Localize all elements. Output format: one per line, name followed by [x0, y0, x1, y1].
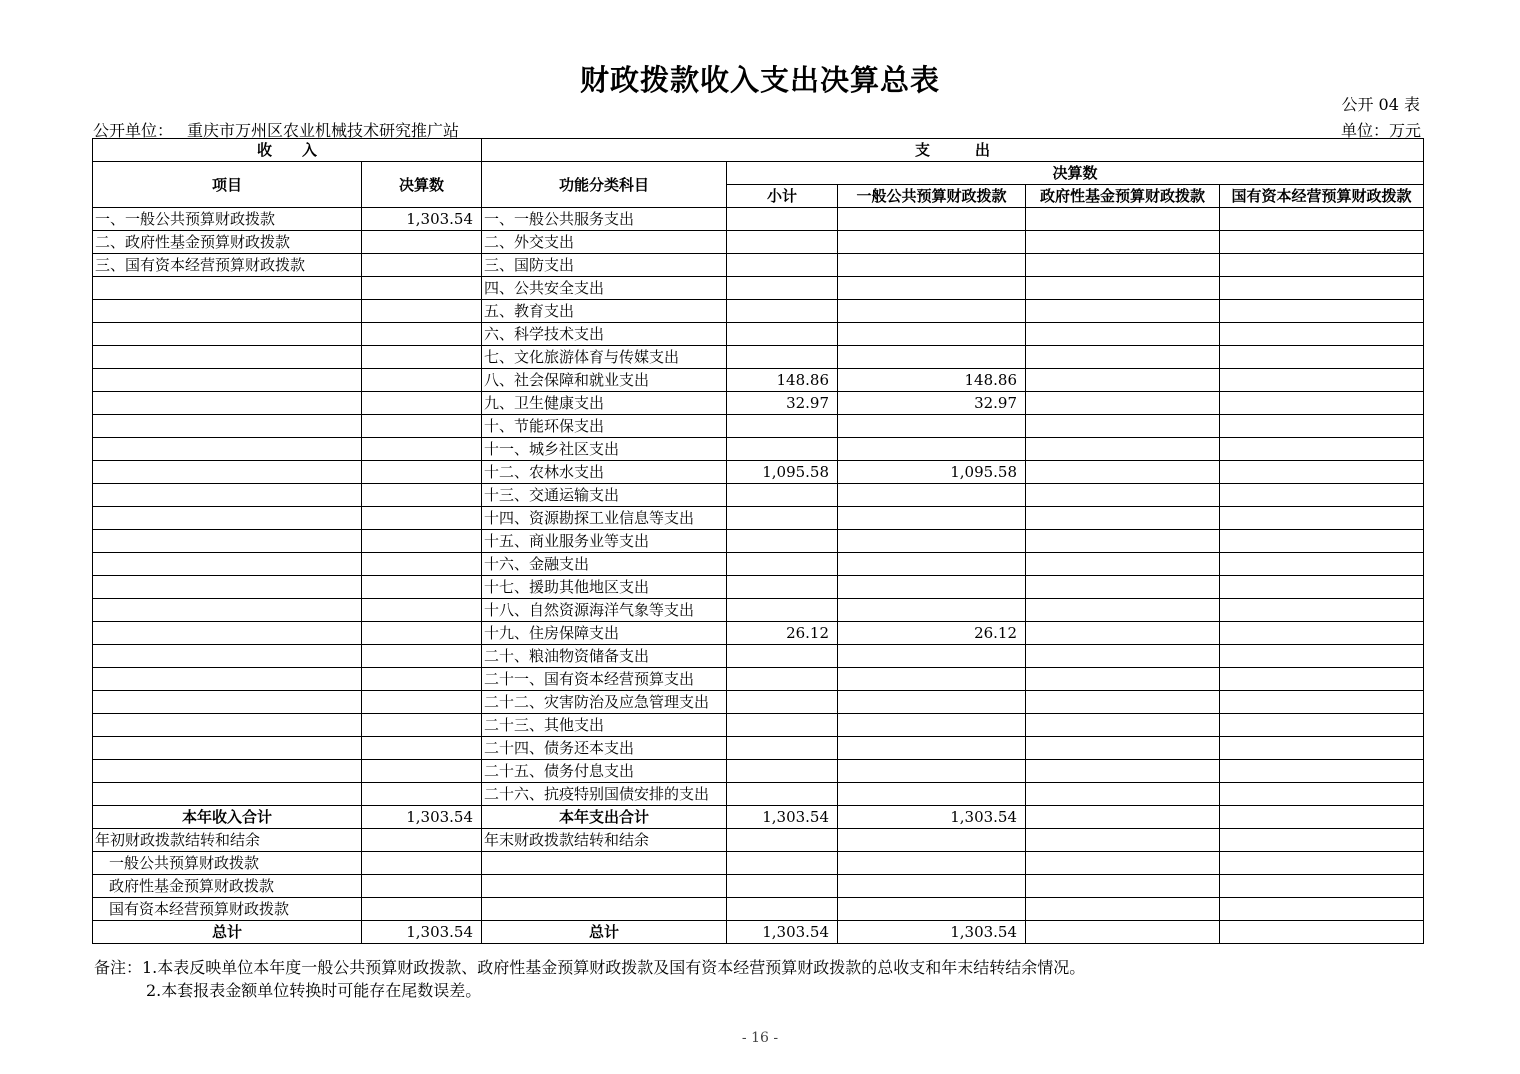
general-cell — [838, 737, 1026, 760]
subtotal-cell — [727, 300, 838, 323]
income-amount-cell: 1,303.54 — [362, 208, 482, 231]
unit-label: 公开单位： — [93, 121, 174, 140]
income-item-cell — [93, 737, 362, 760]
category-cell: 二十五、债务付息支出 — [482, 760, 727, 783]
subtotal-cell — [727, 576, 838, 599]
general-header: 一般公共预算财政拨款 — [838, 185, 1026, 208]
subtotal-cell — [727, 346, 838, 369]
table-row — [93, 737, 1424, 760]
expense-header: 支 出 — [482, 139, 1424, 162]
income-amount-cell — [362, 323, 482, 346]
subtotal-cell — [727, 645, 838, 668]
expense-total-label: 本年支出合计 — [482, 806, 727, 829]
fund-header: 政府性基金预算财政拨款 — [1026, 185, 1220, 208]
income-item-cell — [93, 783, 362, 806]
state-cell — [1220, 645, 1424, 668]
state-cell — [1220, 530, 1424, 553]
subtotal-cell — [727, 737, 838, 760]
category-cell: 六、科学技术支出 — [482, 323, 727, 346]
fund-cell — [1026, 645, 1220, 668]
table-row — [93, 668, 1424, 691]
fund-cell — [1026, 484, 1220, 507]
subtotal-cell: 32.97 — [727, 392, 838, 415]
state-cell — [1220, 507, 1424, 530]
carry-subtotal — [727, 875, 838, 898]
category-cell: 十三、交通运输支出 — [482, 484, 727, 507]
state-cell — [1220, 231, 1424, 254]
income-item-cell — [93, 714, 362, 737]
income-amount-cell — [362, 530, 482, 553]
fund-total — [1026, 921, 1220, 944]
income-item-cell — [93, 760, 362, 783]
income-amount-cell — [362, 346, 482, 369]
subtotal-cell — [727, 323, 838, 346]
subtotal-cell: 148.86 — [727, 369, 838, 392]
state-cell — [1220, 760, 1424, 783]
income-amount-cell — [362, 737, 482, 760]
carry-income-amount — [362, 875, 482, 898]
category-cell: 二十四、债务还本支出 — [482, 737, 727, 760]
income-amount-cell — [362, 484, 482, 507]
table-row — [93, 300, 1424, 323]
category-cell: 四、公共安全支出 — [482, 277, 727, 300]
income-item-cell: 一、一般公共预算财政拨款 — [93, 208, 362, 231]
fund-cell — [1026, 346, 1220, 369]
state-cell — [1220, 277, 1424, 300]
general-cell — [838, 668, 1026, 691]
carry-category — [482, 852, 727, 875]
state-cell — [1220, 599, 1424, 622]
subtotal-cell — [727, 714, 838, 737]
note-2: 2.本套报表金额单位转换时可能存在尾数误差。 — [146, 981, 482, 1000]
category-cell: 二十二、灾害防治及应急管理支出 — [482, 691, 727, 714]
fund-cell — [1026, 760, 1220, 783]
table-row — [93, 438, 1424, 461]
carry-income-item: 年初财政拨款结转和结余 — [93, 829, 362, 852]
budget-table — [92, 138, 1424, 944]
category-cell: 七、文化旅游体育与传媒支出 — [482, 346, 727, 369]
income-amount-cell — [362, 231, 482, 254]
state-cell — [1220, 254, 1424, 277]
subtotal-cell — [727, 691, 838, 714]
category-cell: 十五、商业服务业等支出 — [482, 530, 727, 553]
carry-general — [838, 875, 1026, 898]
general-cell — [838, 484, 1026, 507]
category-cell: 十九、住房保障支出 — [482, 622, 727, 645]
income-amount-cell — [362, 369, 482, 392]
income-total-label: 总计 — [93, 921, 362, 944]
table-row — [93, 714, 1424, 737]
state-cell — [1220, 300, 1424, 323]
income-amount-cell — [362, 254, 482, 277]
income-item-cell — [93, 415, 362, 438]
carry-category — [482, 875, 727, 898]
subtotal-total: 1,303.54 — [727, 921, 838, 944]
state-cell — [1220, 553, 1424, 576]
state-cell — [1220, 346, 1424, 369]
income-item-cell — [93, 277, 362, 300]
fund-total — [1026, 806, 1220, 829]
general-cell: 26.12 — [838, 622, 1026, 645]
income-amount-cell — [362, 576, 482, 599]
report-title: 财政拨款收入支出决算总表 — [579, 63, 940, 97]
income-item-cell — [93, 599, 362, 622]
carry-subtotal — [727, 898, 838, 921]
item-header: 项目 — [93, 162, 362, 208]
income-amount-cell — [362, 507, 482, 530]
table-row — [93, 760, 1424, 783]
table-row — [93, 461, 1424, 484]
table-row — [93, 484, 1424, 507]
carry-category: 年末财政拨款结转和结余 — [482, 829, 727, 852]
unit-name: 重庆市万州区农业机械技术研究推广站 — [187, 121, 460, 140]
carry-general — [838, 898, 1026, 921]
general-cell — [838, 645, 1026, 668]
carry-income-amount — [362, 898, 482, 921]
form-number: 公开 04 表 — [1341, 95, 1420, 114]
general-cell — [838, 254, 1026, 277]
category-cell: 二十六、抗疫特别国债安排的支出 — [482, 783, 727, 806]
income-item-cell — [93, 576, 362, 599]
state-cell — [1220, 208, 1424, 231]
category-cell: 十六、金融支出 — [482, 553, 727, 576]
state-cell — [1220, 691, 1424, 714]
state-cell — [1220, 438, 1424, 461]
state-cell — [1220, 783, 1424, 806]
carry-subtotal — [727, 829, 838, 852]
fund-cell — [1026, 530, 1220, 553]
income-item-cell — [93, 530, 362, 553]
subtotal-cell — [727, 507, 838, 530]
general-cell — [838, 576, 1026, 599]
carry-fund — [1026, 829, 1220, 852]
carry-row — [93, 875, 1424, 898]
subtotal-header: 小计 — [727, 185, 838, 208]
general-total: 1,303.54 — [838, 806, 1026, 829]
general-cell — [838, 760, 1026, 783]
income-item-cell: 二、政府性基金预算财政拨款 — [93, 231, 362, 254]
income-amount-cell — [362, 461, 482, 484]
state-cell — [1220, 737, 1424, 760]
income-item-cell — [93, 392, 362, 415]
table-row — [93, 254, 1424, 277]
carry-income-item: 政府性基金预算财政拨款 — [93, 875, 362, 898]
subtotal-cell: 26.12 — [727, 622, 838, 645]
income-total-amount: 1,303.54 — [362, 921, 482, 944]
general-cell — [838, 530, 1026, 553]
fund-cell — [1026, 300, 1220, 323]
table-row — [93, 576, 1424, 599]
general-cell — [838, 323, 1026, 346]
carry-income-item: 国有资本经营预算财政拨款 — [93, 898, 362, 921]
table-row — [93, 599, 1424, 622]
category-cell: 三、国防支出 — [482, 254, 727, 277]
income-total-amount: 1,303.54 — [362, 806, 482, 829]
fund-cell — [1026, 622, 1220, 645]
subtotal-cell — [727, 599, 838, 622]
income-amount-cell — [362, 277, 482, 300]
category-cell: 十八、自然资源海洋气象等支出 — [482, 599, 727, 622]
general-cell — [838, 415, 1026, 438]
fund-cell — [1026, 208, 1220, 231]
income-amount-cell — [362, 783, 482, 806]
general-cell — [838, 783, 1026, 806]
category-header: 功能分类科目 — [482, 162, 727, 208]
state-total — [1220, 921, 1424, 944]
income-item-cell — [93, 668, 362, 691]
category-cell: 十四、资源勘探工业信息等支出 — [482, 507, 727, 530]
fund-cell — [1026, 392, 1220, 415]
currency-unit: 单位：万元 — [1340, 121, 1421, 140]
category-cell: 十一、城乡社区支出 — [482, 438, 727, 461]
fund-cell — [1026, 714, 1220, 737]
fund-cell — [1026, 691, 1220, 714]
state-cell — [1220, 668, 1424, 691]
category-cell: 二十、粮油物资储备支出 — [482, 645, 727, 668]
general-cell — [838, 691, 1026, 714]
table-row — [93, 783, 1424, 806]
subtotal-cell — [727, 415, 838, 438]
general-cell — [838, 599, 1026, 622]
table-row — [93, 346, 1424, 369]
fund-cell — [1026, 599, 1220, 622]
category-cell: 二、外交支出 — [482, 231, 727, 254]
table-row — [93, 507, 1424, 530]
income-amount-cell — [362, 599, 482, 622]
state-total — [1220, 806, 1424, 829]
income-item-cell — [93, 622, 362, 645]
fund-cell — [1026, 507, 1220, 530]
state-cell — [1220, 484, 1424, 507]
general-total: 1,303.54 — [838, 921, 1026, 944]
subtotal-cell — [727, 254, 838, 277]
state-cell — [1220, 415, 1424, 438]
carry-category — [482, 898, 727, 921]
category-cell: 一、一般公共服务支出 — [482, 208, 727, 231]
notes — [94, 956, 1085, 1002]
fund-cell — [1026, 415, 1220, 438]
category-cell: 八、社会保障和就业支出 — [482, 369, 727, 392]
unit-row — [93, 118, 1421, 138]
general-cell — [838, 553, 1026, 576]
year-total-row — [93, 806, 1424, 829]
table-row — [93, 553, 1424, 576]
general-cell — [838, 346, 1026, 369]
income-item-cell: 三、国有资本经营预算财政拨款 — [93, 254, 362, 277]
income-item-cell — [93, 346, 362, 369]
carry-fund — [1026, 875, 1220, 898]
carry-income-item: 一般公共预算财政拨款 — [93, 852, 362, 875]
subtotal-cell — [727, 484, 838, 507]
category-cell: 十二、农林水支出 — [482, 461, 727, 484]
general-cell — [838, 714, 1026, 737]
table-row — [93, 369, 1424, 392]
fund-cell — [1026, 277, 1220, 300]
income-amount-cell — [362, 668, 482, 691]
general-cell: 148.86 — [838, 369, 1026, 392]
subtotal-cell — [727, 783, 838, 806]
general-cell — [838, 208, 1026, 231]
subtotal-cell — [727, 208, 838, 231]
subtotal-cell — [727, 668, 838, 691]
carry-fund — [1026, 852, 1220, 875]
table-row — [93, 622, 1424, 645]
table-row — [93, 323, 1424, 346]
fund-cell — [1026, 438, 1220, 461]
fund-cell — [1026, 553, 1220, 576]
carry-fund — [1026, 898, 1220, 921]
general-cell — [838, 277, 1026, 300]
header-row-1 — [93, 139, 1424, 162]
carry-state — [1220, 829, 1424, 852]
general-cell — [838, 231, 1026, 254]
income-amount-cell — [362, 622, 482, 645]
income-total-label: 本年收入合计 — [93, 806, 362, 829]
general-cell — [838, 300, 1026, 323]
carry-row — [93, 898, 1424, 921]
general-cell: 32.97 — [838, 392, 1026, 415]
fund-cell — [1026, 461, 1220, 484]
general-cell: 1,095.58 — [838, 461, 1026, 484]
carry-general — [838, 852, 1026, 875]
carry-general — [838, 829, 1026, 852]
category-cell: 十七、援助其他地区支出 — [482, 576, 727, 599]
table-row — [93, 277, 1424, 300]
fund-cell — [1026, 576, 1220, 599]
carry-row — [93, 852, 1424, 875]
category-cell: 二十三、其他支出 — [482, 714, 727, 737]
state-cell — [1220, 576, 1424, 599]
subtotal-cell — [727, 530, 838, 553]
income-item-cell — [93, 484, 362, 507]
income-item-cell — [93, 691, 362, 714]
table-row — [93, 530, 1424, 553]
income-amount-cell — [362, 415, 482, 438]
fund-cell — [1026, 668, 1220, 691]
category-cell: 五、教育支出 — [482, 300, 727, 323]
category-cell: 十、节能环保支出 — [482, 415, 727, 438]
income-amount-cell — [362, 645, 482, 668]
carry-state — [1220, 852, 1424, 875]
category-cell: 九、卫生健康支出 — [482, 392, 727, 415]
grand-total-row — [93, 921, 1424, 944]
subtotal-cell — [727, 277, 838, 300]
carry-state — [1220, 875, 1424, 898]
table-row — [93, 392, 1424, 415]
income-item-cell — [93, 507, 362, 530]
state-cell — [1220, 622, 1424, 645]
fund-cell — [1026, 323, 1220, 346]
income-amount-cell — [362, 553, 482, 576]
state-header: 国有资本经营预算财政拨款 — [1220, 185, 1424, 208]
fund-cell — [1026, 783, 1220, 806]
subtotal-total: 1,303.54 — [727, 806, 838, 829]
table-row — [93, 208, 1424, 231]
state-cell — [1220, 392, 1424, 415]
subtotal-cell — [727, 231, 838, 254]
fund-cell — [1026, 254, 1220, 277]
income-amount-cell — [362, 714, 482, 737]
state-cell — [1220, 369, 1424, 392]
carry-subtotal — [727, 852, 838, 875]
income-item-cell — [93, 300, 362, 323]
state-cell — [1220, 323, 1424, 346]
expense-total-label: 总计 — [482, 921, 727, 944]
carry-row — [93, 829, 1424, 852]
fund-cell — [1026, 737, 1220, 760]
income-item-cell — [93, 323, 362, 346]
table-body — [93, 208, 1424, 944]
income-item-cell — [93, 645, 362, 668]
subtotal-cell — [727, 438, 838, 461]
settled-group-header: 决算数 — [727, 162, 1424, 185]
table-row — [93, 415, 1424, 438]
subtotal-cell: 1,095.58 — [727, 461, 838, 484]
settled-header: 决算数 — [362, 162, 482, 208]
general-cell — [838, 507, 1026, 530]
page-number: - 16 - — [741, 1030, 779, 1046]
carry-income-amount — [362, 852, 482, 875]
income-item-cell — [93, 461, 362, 484]
category-cell: 二十一、国有资本经营预算支出 — [482, 668, 727, 691]
carry-income-amount — [362, 829, 482, 852]
state-cell — [1220, 714, 1424, 737]
general-cell — [838, 438, 1026, 461]
income-item-cell — [93, 369, 362, 392]
income-amount-cell — [362, 760, 482, 783]
income-amount-cell — [362, 691, 482, 714]
table-row — [93, 645, 1424, 668]
table-row — [93, 231, 1424, 254]
subtotal-cell — [727, 760, 838, 783]
fund-cell — [1026, 231, 1220, 254]
income-item-cell — [93, 553, 362, 576]
note-1: 备注：1.本表反映单位本年度一般公共预算财政拨款、政府性基金预算财政拨款及国有资本经营预算财政拨款的总收支和年末结转结余情况。 — [94, 958, 1086, 977]
table-row — [93, 691, 1424, 714]
income-header: 收 入 — [93, 139, 482, 162]
income-amount-cell — [362, 392, 482, 415]
income-amount-cell — [362, 300, 482, 323]
state-cell — [1220, 461, 1424, 484]
fund-cell — [1026, 369, 1220, 392]
income-item-cell — [93, 438, 362, 461]
header-row-2 — [93, 162, 1424, 185]
carry-state — [1220, 898, 1424, 921]
subtotal-cell — [727, 553, 838, 576]
income-amount-cell — [362, 438, 482, 461]
